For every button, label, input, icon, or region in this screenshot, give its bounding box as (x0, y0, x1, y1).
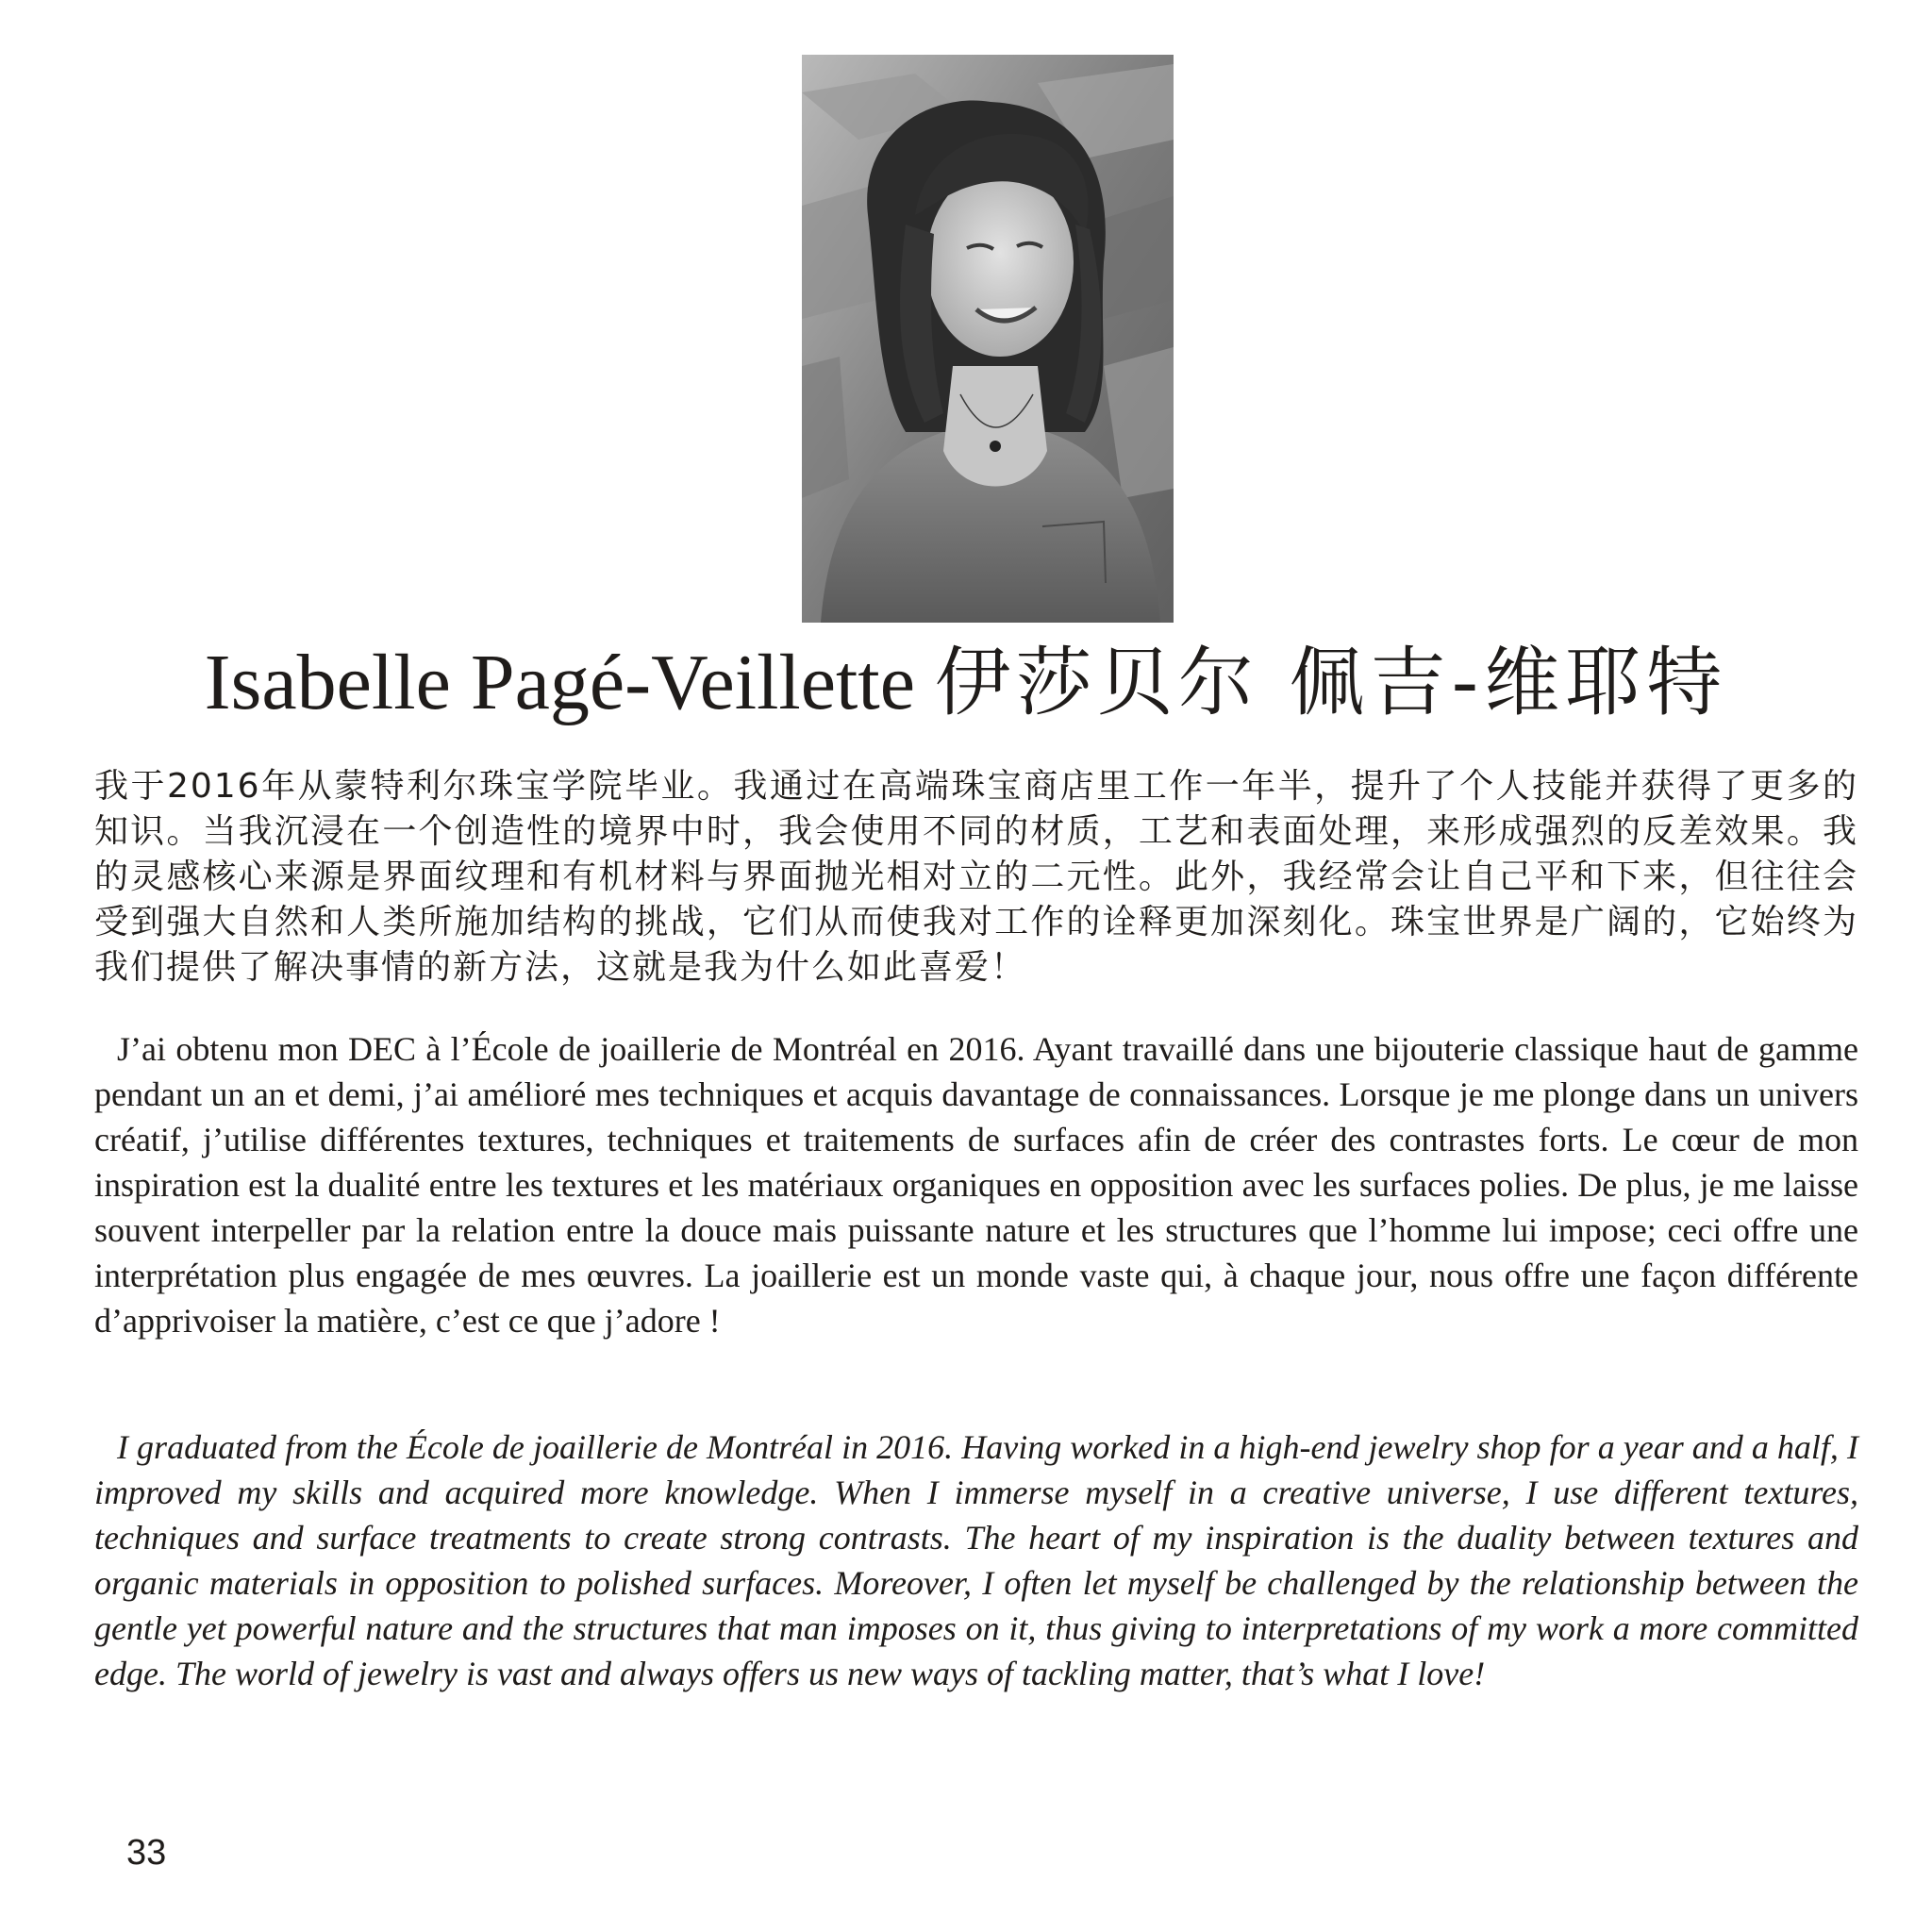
page-number: 33 (126, 1833, 167, 1873)
biography-french: J’ai obtenu mon DEC à l’École de joaillerie de Montréal en 2016. Ayant travaillé dans une bijouterie classique haut de gamme pendant un an et demi, j’ai amélioré mes techniques et acquis davantage de connaissances. Lorsque je me plonge dans un univers créatif, j’utilise différentes textures, techniques et traitements de surfaces afin de créer des contrastes forts. Le cœur de mon inspiration est la dualité entre les textures et les matériaux organiques en opposition avec les surfaces polies. De plus, je me laisse souvent interpeller par la relation entre la douce mais puissante nature et les structures que l’homme lui impose; ceci offre une interprétation plus engagée de mes œuvres. La joaillerie est un monde vaste qui, à chaque jour, nous offre une façon différente d’apprivoiser la matière, c’est ce que j’adore ! (94, 1030, 1858, 1340)
artist-name-latin: Isabelle Pagé-Veillette (204, 639, 916, 726)
portrait-image (802, 55, 1174, 623)
biography-english: I graduated from the École de joaillerie de Montréal in 2016. Having worked in a high-end jewelry shop for a year and a half, I improved my skills and acquired more knowledge. When I immerse myself in a creative universe, I use different textures, techniques and surface treatments to create strong contrasts. The heart of my inspiration is the duality between textures and organic materials in opposition to polished surfaces. Moreover, I often let myself be challenged by the relationship between the gentle yet powerful nature and the structures that man imposes on it, thus giving to interpretations of my work a more committed edge. The world of jewelry is vast and always offers us new ways of tackling matter, that’s what I love! (94, 1428, 1858, 1692)
portrait-photo (802, 55, 1174, 623)
artist-name-title (0, 630, 1932, 736)
biography-chinese: 我于2016年从蒙特利尔珠宝学院毕业。我通过在高端珠宝商店里工作一年半，提升了个人技能并获得了更多的知识。当我沉浸在一个创造性的境界中时，我会使用不同的材质，工艺和表面处理，来形成强烈的反差效果。我的灵感核心来源是界面纹理和有机材料与界面抛光相对立的二元性。此外，我经常会让自己平和下来，但往往会受到强大自然和人类所施加结构的挑战，它们从而使我对工作的诠释更加深刻化。珠宝世界是广阔的，它始终为我们提供了解决事情的新方法，这就是我为什么如此喜爱！ (94, 767, 1858, 987)
artist-name-chinese: 伊莎贝尔 佩吉-维耶特 (935, 639, 1728, 726)
